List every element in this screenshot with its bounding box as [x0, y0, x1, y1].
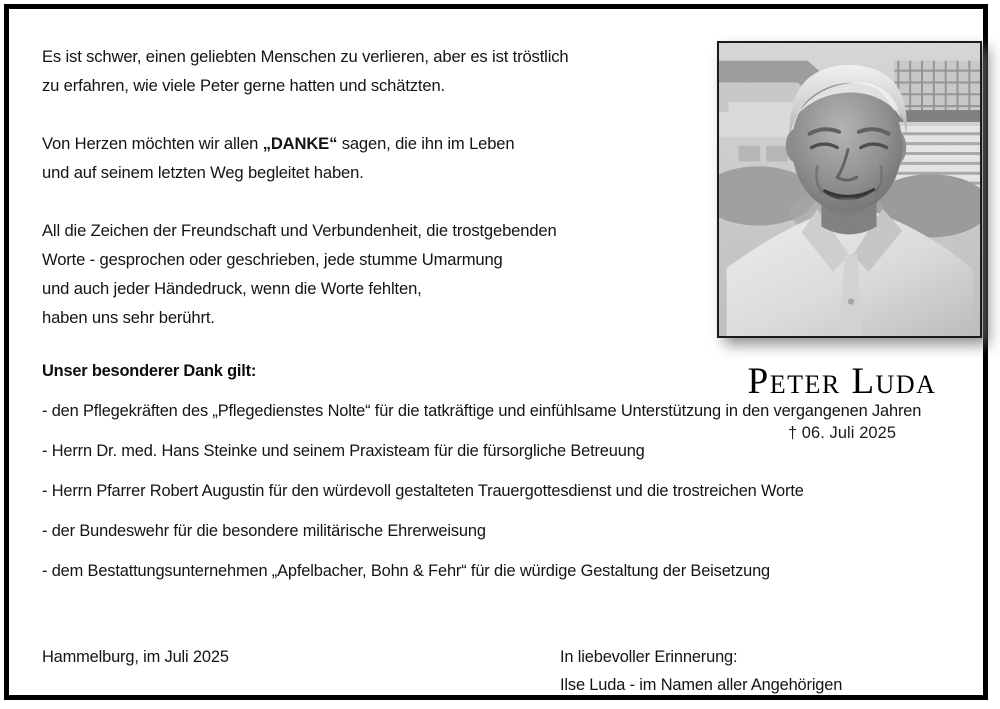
- paragraph-3-line-4: haben uns sehr berührt.: [42, 308, 215, 327]
- memorial-name-block: [692, 361, 992, 445]
- paragraph-1: [42, 42, 682, 100]
- paragraph-2: [42, 129, 682, 187]
- death-date: † 06. Juli 2025: [787, 424, 897, 442]
- portrait-photo: [717, 41, 982, 338]
- paragraph-2-lead: Von Herzen möchten wir allen: [42, 134, 263, 153]
- deceased-name: Peter Luda: [747, 361, 937, 402]
- thanks-item: - der Bundeswehr für die besondere militärische Ehrerweisung: [42, 522, 486, 540]
- memorial-notice-card: [4, 4, 988, 700]
- paragraph-3-line-1: All die Zeichen der Freundschaft und Verbundenheit, die trostgebenden: [42, 221, 557, 240]
- thanks-item: - den Pflegekräften des „Pflegedienstes Nolte“ für die tatkräftige und einfühlsame Unterstützung in den vergangenen Jahren: [42, 402, 922, 420]
- closing-line-2: Ilse Luda - im Namen aller Angehörigen: [560, 676, 843, 694]
- portrait-photo-image: [719, 43, 980, 336]
- paragraph-2-tail: sagen, die ihn im Leben: [337, 134, 515, 153]
- thanks-item: - dem Bestattungsunternehmen „Apfelbacher, Bohn & Fehr“ für die würdige Gestaltung der Beisetzung: [42, 562, 771, 580]
- notice-inner: [9, 9, 983, 695]
- memorial-body-text: [42, 42, 682, 332]
- special-thanks-heading: Unser besonderer Dank gilt:: [42, 362, 257, 380]
- thanks-item: - Herrn Dr. med. Hans Steinke und seinem Praxisteam für die fürsorgliche Betreuung: [42, 442, 645, 460]
- paragraph-2-line-2: und auf seinem letzten Weg begleitet haben.: [42, 163, 364, 182]
- closing-line-1: In liebevoller Erinnerung:: [560, 648, 738, 666]
- paragraph-3-line-2: Worte - gesprochen oder geschrieben, jede stumme Umarmung: [42, 250, 503, 269]
- photo-frame: [717, 41, 982, 338]
- paragraph-1-line-1: Es ist schwer, einen geliebten Menschen zu verlieren, aber es ist tröstlich: [42, 47, 569, 66]
- closing-dedication: [560, 643, 842, 699]
- danke-emphasis: „DANKE“: [262, 134, 338, 153]
- paragraph-3-line-3: und auch jeder Händedruck, wenn die Worte fehlten,: [42, 279, 422, 298]
- thanks-item: - Herrn Pfarrer Robert Augustin für den würdevoll gestalteten Trauergottesdienst und die trostreichen Worte: [42, 482, 804, 500]
- paragraph-3: [42, 216, 682, 332]
- place-and-date: Hammelburg, im Juli 2025: [42, 648, 229, 666]
- paragraph-1-line-2: zu erfahren, wie viele Peter gerne hatten und schätzten.: [42, 76, 446, 95]
